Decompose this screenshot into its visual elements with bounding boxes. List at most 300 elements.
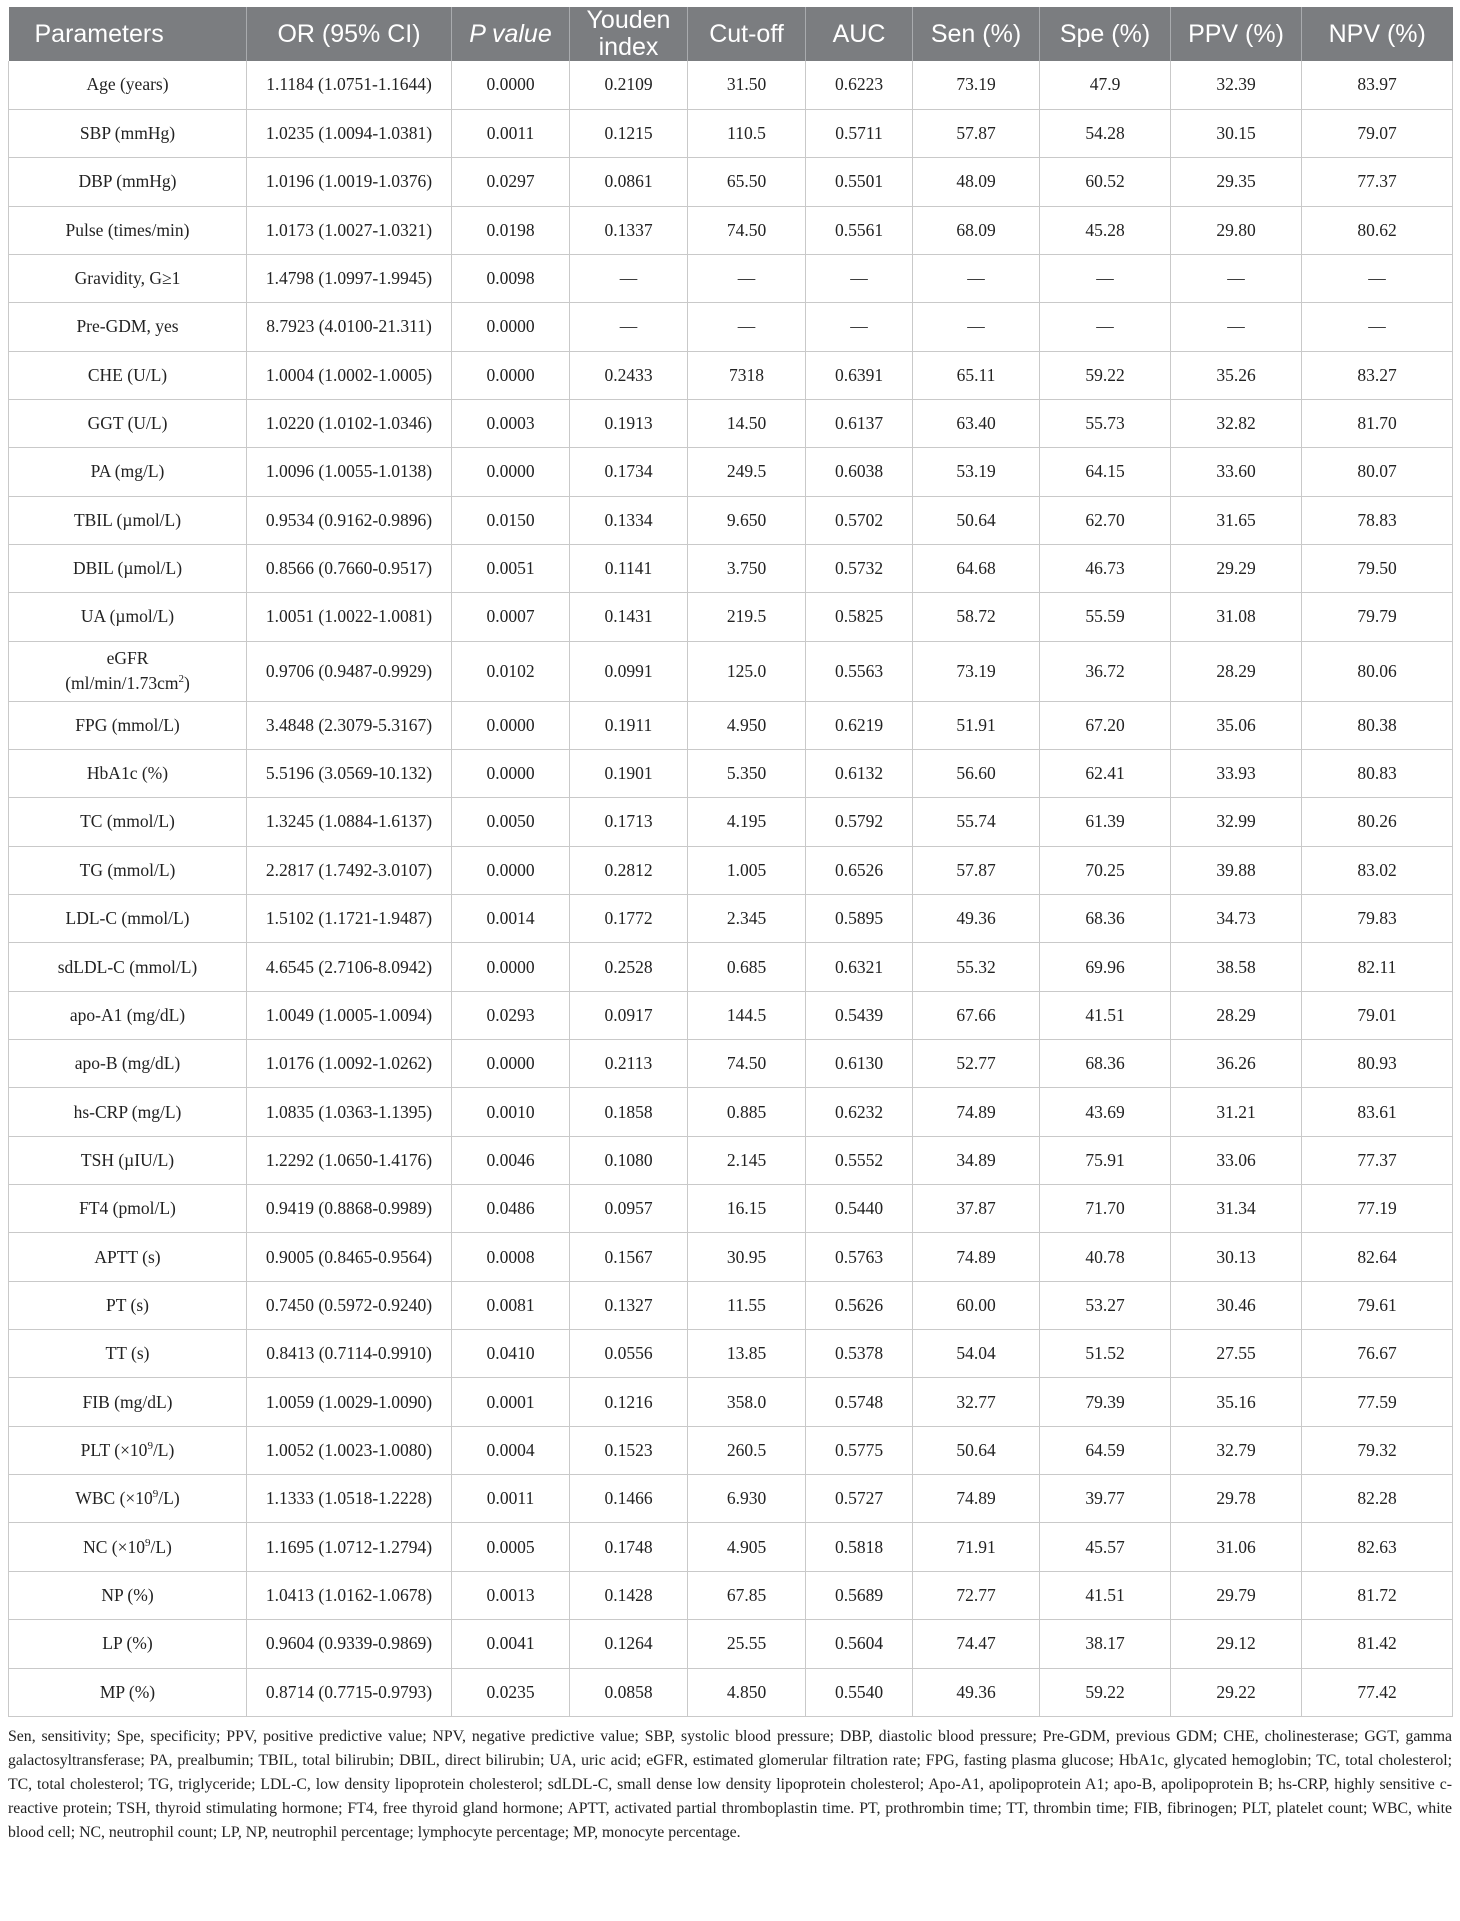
auc-cell: 0.5563 — [806, 641, 913, 701]
p-value-cell: 0.0003 — [452, 399, 570, 447]
table-row — [9, 158, 1453, 206]
ppv-cell: 33.06 — [1171, 1136, 1302, 1184]
or-ci-cell: 1.3245 (1.0884-1.6137) — [247, 798, 452, 846]
youden-cell: 0.0957 — [570, 1185, 688, 1233]
table-header-row — [9, 7, 1453, 61]
ppv-cell: 35.06 — [1171, 701, 1302, 749]
cutoff-cell: 74.50 — [688, 1040, 806, 1088]
cutoff-cell: 4.195 — [688, 798, 806, 846]
parameter-name: eGFR — [106, 648, 149, 669]
auc-cell: 0.5440 — [806, 1185, 913, 1233]
parameter-cell — [9, 846, 247, 894]
spe-cell: 51.52 — [1040, 1330, 1171, 1378]
table-row — [9, 593, 1453, 641]
ppv-cell: 31.21 — [1171, 1088, 1302, 1136]
or-ci-cell: 0.8413 (0.7114-0.9910) — [247, 1330, 452, 1378]
ppv-cell: 32.99 — [1171, 798, 1302, 846]
cutoff-cell: 358.0 — [688, 1378, 806, 1426]
parameter-unit-suffix: /L) — [152, 1439, 175, 1460]
cutoff-cell: — — [688, 254, 806, 302]
parameter-cell — [9, 991, 247, 1039]
sen-cell: 73.19 — [913, 61, 1040, 109]
table-row — [9, 206, 1453, 254]
spe-cell: 79.39 — [1040, 1378, 1171, 1426]
npv-cell: 79.50 — [1302, 544, 1453, 592]
table-body — [9, 61, 1453, 1716]
cutoff-cell: 6.930 — [688, 1475, 806, 1523]
npv-cell: 83.61 — [1302, 1088, 1453, 1136]
youden-cell: 0.1428 — [570, 1571, 688, 1619]
sen-cell: 48.09 — [913, 158, 1040, 206]
npv-cell: 80.62 — [1302, 206, 1453, 254]
p-value-cell: 0.0198 — [452, 206, 570, 254]
parameter-cell — [9, 1475, 247, 1523]
parameter-name: hs-CRP (mg/L) — [73, 1101, 182, 1122]
table-row — [9, 1185, 1453, 1233]
npv-cell: 76.67 — [1302, 1330, 1453, 1378]
sen-cell: 57.87 — [913, 109, 1040, 157]
sen-cell: 68.09 — [913, 206, 1040, 254]
spe-cell: 47.9 — [1040, 61, 1171, 109]
p-value-cell: 0.0150 — [452, 496, 570, 544]
table-row — [9, 1136, 1453, 1184]
spe-cell: 38.17 — [1040, 1620, 1171, 1668]
auc-cell: — — [806, 254, 913, 302]
ppv-cell: 33.60 — [1171, 448, 1302, 496]
parameter-cell — [9, 1136, 247, 1184]
sen-cell: 74.47 — [913, 1620, 1040, 1668]
cutoff-cell: 9.650 — [688, 496, 806, 544]
ppv-cell: 31.34 — [1171, 1185, 1302, 1233]
sen-cell: 67.66 — [913, 991, 1040, 1039]
or-ci-cell: 1.0413 (1.0162-1.0678) — [247, 1571, 452, 1619]
parameter-name: PLT (×10 — [80, 1439, 148, 1460]
parameter-cell — [9, 399, 247, 447]
parameter-cell — [9, 496, 247, 544]
ppv-cell: 30.46 — [1171, 1281, 1302, 1329]
parameter-name: FPG (mmol/L) — [75, 714, 180, 735]
sen-cell: 53.19 — [913, 448, 1040, 496]
sen-cell: 37.87 — [913, 1185, 1040, 1233]
parameter-name: NC (×10 — [83, 1536, 145, 1557]
cutoff-cell: 2.345 — [688, 895, 806, 943]
parameter-name: MP (%) — [99, 1681, 156, 1702]
header-ppv: PPV (%) — [1171, 7, 1302, 61]
spe-cell: 41.51 — [1040, 991, 1171, 1039]
parameter-name: Age (years) — [86, 74, 169, 95]
p-value-cell: 0.0081 — [452, 1281, 570, 1329]
sen-cell: 55.32 — [913, 943, 1040, 991]
sen-cell: 49.36 — [913, 1668, 1040, 1716]
document — [8, 7, 1452, 1845]
sen-cell: 60.00 — [913, 1281, 1040, 1329]
parameter-cell — [9, 61, 247, 109]
auc-cell: 0.6321 — [806, 943, 913, 991]
npv-cell: 80.26 — [1302, 798, 1453, 846]
npv-cell: 81.42 — [1302, 1620, 1453, 1668]
npv-cell: 79.79 — [1302, 593, 1453, 641]
parameter-name: TSH (µIU/L) — [80, 1149, 175, 1170]
sen-cell: 49.36 — [913, 895, 1040, 943]
header-npv: NPV (%) — [1302, 7, 1453, 61]
or-ci-cell: 1.0235 (1.0094-1.0381) — [247, 109, 452, 157]
cutoff-cell: 260.5 — [688, 1426, 806, 1474]
table-row — [9, 303, 1453, 351]
sen-cell: 51.91 — [913, 701, 1040, 749]
p-value-cell: 0.0046 — [452, 1136, 570, 1184]
spe-cell: 40.78 — [1040, 1233, 1171, 1281]
or-ci-cell: 3.4848 (2.3079-5.3167) — [247, 701, 452, 749]
spe-cell: 64.59 — [1040, 1426, 1171, 1474]
spe-cell: 67.20 — [1040, 701, 1171, 749]
cutoff-cell: 249.5 — [688, 448, 806, 496]
sen-cell: 74.89 — [913, 1088, 1040, 1136]
or-ci-cell: 1.0220 (1.0102-1.0346) — [247, 399, 452, 447]
header-parameters: Parameters — [9, 7, 247, 61]
table-row — [9, 641, 1453, 701]
auc-cell: 0.5604 — [806, 1620, 913, 1668]
npv-cell: 82.11 — [1302, 943, 1453, 991]
p-value-cell: 0.0000 — [452, 846, 570, 894]
ppv-cell: 34.73 — [1171, 895, 1302, 943]
auc-cell: 0.5378 — [806, 1330, 913, 1378]
parameter-name: FIB (mg/dL) — [82, 1391, 173, 1412]
cutoff-cell: 4.905 — [688, 1523, 806, 1571]
cutoff-cell: 5.350 — [688, 749, 806, 797]
auc-cell: 0.5702 — [806, 496, 913, 544]
auc-cell: 0.6391 — [806, 351, 913, 399]
npv-cell: 83.97 — [1302, 61, 1453, 109]
youden-cell: 0.1215 — [570, 109, 688, 157]
auc-cell: 0.5727 — [806, 1475, 913, 1523]
sen-cell: 72.77 — [913, 1571, 1040, 1619]
parameter-cell — [9, 303, 247, 351]
results-table — [8, 7, 1453, 1717]
cutoff-cell: 14.50 — [688, 399, 806, 447]
or-ci-cell: 0.8566 (0.7660-0.9517) — [247, 544, 452, 592]
spe-cell: 36.72 — [1040, 641, 1171, 701]
or-ci-cell: 0.8714 (0.7715-0.9793) — [247, 1668, 452, 1716]
ppv-cell: 32.79 — [1171, 1426, 1302, 1474]
auc-cell: 0.6526 — [806, 846, 913, 894]
ppv-cell: 35.26 — [1171, 351, 1302, 399]
or-ci-cell: 1.0049 (1.0005-1.0094) — [247, 991, 452, 1039]
cutoff-cell: 65.50 — [688, 158, 806, 206]
p-value-cell: 0.0000 — [452, 701, 570, 749]
npv-cell: 83.02 — [1302, 846, 1453, 894]
npv-cell: 79.83 — [1302, 895, 1453, 943]
ppv-cell: 27.55 — [1171, 1330, 1302, 1378]
spe-cell: — — [1040, 303, 1171, 351]
parameter-unit-suffix: /L) — [150, 1536, 172, 1557]
auc-cell: 0.5711 — [806, 109, 913, 157]
npv-cell: 80.83 — [1302, 749, 1453, 797]
spe-cell: 43.69 — [1040, 1088, 1171, 1136]
or-ci-cell: 8.7923 (4.0100-21.311) — [247, 303, 452, 351]
auc-cell: 0.5775 — [806, 1426, 913, 1474]
youden-cell: — — [570, 254, 688, 302]
auc-cell: 0.6132 — [806, 749, 913, 797]
auc-cell: 0.5825 — [806, 593, 913, 641]
table-row — [9, 1571, 1453, 1619]
parameter-exponent: 9 — [152, 1488, 159, 1501]
table-row — [9, 1523, 1453, 1571]
auc-cell: 0.5732 — [806, 544, 913, 592]
cutoff-cell: 30.95 — [688, 1233, 806, 1281]
sen-cell: 57.87 — [913, 846, 1040, 894]
parameter-exponent: 9 — [145, 1536, 151, 1549]
sen-cell: 64.68 — [913, 544, 1040, 592]
spe-cell: 68.36 — [1040, 895, 1171, 943]
parameter-cell — [9, 1330, 247, 1378]
npv-cell: 79.32 — [1302, 1426, 1453, 1474]
spe-cell: 41.51 — [1040, 1571, 1171, 1619]
parameter-cell — [9, 1668, 247, 1716]
sen-cell: 74.89 — [913, 1233, 1040, 1281]
parameter-cell — [9, 641, 247, 701]
spe-cell: 45.57 — [1040, 1523, 1171, 1571]
p-value-cell: 0.0001 — [452, 1378, 570, 1426]
parameter-cell — [9, 1426, 247, 1474]
parameter-name: UA (µmol/L) — [80, 606, 175, 627]
ppv-cell: 29.78 — [1171, 1475, 1302, 1523]
parameter-name: TC (mmol/L) — [80, 811, 175, 832]
cutoff-cell: 3.750 — [688, 544, 806, 592]
table-row — [9, 943, 1453, 991]
auc-cell: 0.5439 — [806, 991, 913, 1039]
auc-cell: 0.5540 — [806, 1668, 913, 1716]
or-ci-cell: 1.0059 (1.0029-1.0090) — [247, 1378, 452, 1426]
table-row — [9, 496, 1453, 544]
p-value-cell: 0.0014 — [452, 895, 570, 943]
cutoff-cell: 4.950 — [688, 701, 806, 749]
p-value-cell: 0.0051 — [452, 544, 570, 592]
auc-cell: 0.5552 — [806, 1136, 913, 1184]
or-ci-cell: 0.9419 (0.8868-0.9989) — [247, 1185, 452, 1233]
cutoff-cell: — — [688, 303, 806, 351]
auc-cell: 0.6130 — [806, 1040, 913, 1088]
auc-cell: 0.6038 — [806, 448, 913, 496]
youden-cell: 0.0991 — [570, 641, 688, 701]
parameter-name: sdLDL-C (mmol/L) — [57, 956, 198, 977]
sen-cell: 32.77 — [913, 1378, 1040, 1426]
ppv-cell: 39.88 — [1171, 846, 1302, 894]
or-ci-cell: 1.0052 (1.0023-1.0080) — [247, 1426, 452, 1474]
table-row — [9, 1088, 1453, 1136]
cutoff-cell: 7318 — [688, 351, 806, 399]
youden-cell: 0.1141 — [570, 544, 688, 592]
table-row — [9, 399, 1453, 447]
npv-cell: 79.61 — [1302, 1281, 1453, 1329]
table-row — [9, 1281, 1453, 1329]
or-ci-cell: 0.9534 (0.9162-0.9896) — [247, 496, 452, 544]
sen-cell: 54.04 — [913, 1330, 1040, 1378]
p-value-cell: 0.0000 — [452, 351, 570, 399]
parameter-cell — [9, 1620, 247, 1668]
parameter-cell — [9, 254, 247, 302]
youden-cell: 0.0556 — [570, 1330, 688, 1378]
youden-cell: 0.1080 — [570, 1136, 688, 1184]
sen-cell: 58.72 — [913, 593, 1040, 641]
ppv-cell: 29.22 — [1171, 1668, 1302, 1716]
p-value-cell: 0.0000 — [452, 749, 570, 797]
npv-cell: 80.06 — [1302, 641, 1453, 701]
parameter-cell — [9, 351, 247, 399]
sen-cell: — — [913, 254, 1040, 302]
spe-cell: 54.28 — [1040, 109, 1171, 157]
parameter-name: NP (%) — [101, 1584, 154, 1605]
parameter-cell — [9, 1571, 247, 1619]
parameter-unit: (ml/min/1.73cm — [65, 673, 179, 694]
npv-cell: 80.07 — [1302, 448, 1453, 496]
parameter-name: TT (s) — [105, 1343, 150, 1364]
auc-cell: 0.6137 — [806, 399, 913, 447]
or-ci-cell: 1.0835 (1.0363-1.1395) — [247, 1088, 452, 1136]
p-value-cell: 0.0000 — [452, 448, 570, 496]
sen-cell: 50.64 — [913, 1426, 1040, 1474]
parameter-cell — [9, 1378, 247, 1426]
p-value-cell: 0.0000 — [452, 61, 570, 109]
youden-cell: 0.0917 — [570, 991, 688, 1039]
youden-cell: 0.1523 — [570, 1426, 688, 1474]
youden-cell: 0.2109 — [570, 61, 688, 109]
or-ci-cell: 1.2292 (1.0650-1.4176) — [247, 1136, 452, 1184]
auc-cell: 0.6232 — [806, 1088, 913, 1136]
parameter-unit-suffix: /L) — [158, 1488, 180, 1509]
spe-cell: 68.36 — [1040, 1040, 1171, 1088]
or-ci-cell: 1.4798 (1.0997-1.9945) — [247, 254, 452, 302]
or-ci-cell: 0.9005 (0.8465-0.9564) — [247, 1233, 452, 1281]
parameter-cell — [9, 895, 247, 943]
auc-cell: 0.6219 — [806, 701, 913, 749]
ppv-cell: 36.26 — [1171, 1040, 1302, 1088]
spe-cell: 70.25 — [1040, 846, 1171, 894]
auc-cell: 0.5895 — [806, 895, 913, 943]
sen-cell: 50.64 — [913, 496, 1040, 544]
parameter-cell — [9, 701, 247, 749]
parameter-cell — [9, 1281, 247, 1329]
table-row — [9, 798, 1453, 846]
ppv-cell: 31.06 — [1171, 1523, 1302, 1571]
parameter-cell — [9, 1523, 247, 1571]
table-row — [9, 846, 1453, 894]
auc-cell: — — [806, 303, 913, 351]
parameter-cell — [9, 158, 247, 206]
auc-cell: 0.5689 — [806, 1571, 913, 1619]
youden-cell: 0.0861 — [570, 158, 688, 206]
header-or-ci: OR (95% CI) — [247, 7, 452, 61]
parameter-cell — [9, 448, 247, 496]
table-footnote: Sen, sensitivity; Spe, specificity; PPV, positive predictive value; NPV, negative predictive value; SBP, systolic blood pressure; DBP, diastolic blood pressure; Pre-GDM, previous GDM; CHE, cholinesterase; GGT, gamma galactosyltransferase; PA, prealbumin; TBIL, total bilirubin; DBIL, direct bilirubin; UA, uric acid; eGFR, estimated glomerular filtration rate; FPG, fasting plasma glucose; HbA1c, glycated hemoglobin; TC, total cholesterol; TC, total cholesterol; TG, triglyceride; LDL-C, low density lipoprotein cholesterol; sdLDL-C, small dense low density lipoprotein cholesterol; Apo-A1, apolipoprotein A1; apo-B, apolipoprotein B; hs-CRP, highly sensitive c-reactive protein; TSH, thyroid stimulating hormone; FT4, free thyroid gland hormone; APTT, activated partial thromboplastin time. PT, prothrombin time; TT, thrombin time; FIB, fibrinogen; PLT, platelet count; WBC, white blood cell; NC, neutrophil count; LP, NP, neutrophil percentage; lymphocyte percentage; MP, monocyte percentage. — [8, 1727, 1452, 1841]
parameter-name: SBP (mmHg) — [79, 123, 176, 144]
youden-cell: 0.1431 — [570, 593, 688, 641]
youden-cell: 0.1911 — [570, 701, 688, 749]
ppv-cell: 30.13 — [1171, 1233, 1302, 1281]
youden-cell: 0.2113 — [570, 1040, 688, 1088]
npv-cell: — — [1302, 303, 1453, 351]
npv-cell: 77.19 — [1302, 1185, 1453, 1233]
ppv-cell: 33.93 — [1171, 749, 1302, 797]
or-ci-cell: 4.6545 (2.7106-8.0942) — [247, 943, 452, 991]
header-p-value — [452, 7, 570, 61]
table-row — [9, 701, 1453, 749]
table-row — [9, 1378, 1453, 1426]
table-row — [9, 1233, 1453, 1281]
auc-cell: 0.5763 — [806, 1233, 913, 1281]
parameter-name: apo-A1 (mg/dL) — [69, 1004, 186, 1025]
ppv-cell: 29.29 — [1171, 544, 1302, 592]
p-value-cell: 0.0000 — [452, 303, 570, 351]
p-value-cell: 0.0007 — [452, 593, 570, 641]
parameter-name: GGT (U/L) — [87, 413, 168, 434]
npv-cell: 81.70 — [1302, 399, 1453, 447]
spe-cell: 45.28 — [1040, 206, 1171, 254]
spe-cell: 62.41 — [1040, 749, 1171, 797]
parameter-name: HbA1c (%) — [86, 763, 169, 784]
spe-cell: 71.70 — [1040, 1185, 1171, 1233]
table-row — [9, 544, 1453, 592]
ppv-cell: — — [1171, 303, 1302, 351]
or-ci-cell: 5.5196 (3.0569-10.132) — [247, 749, 452, 797]
spe-cell: 75.91 — [1040, 1136, 1171, 1184]
cutoff-cell: 13.85 — [688, 1330, 806, 1378]
cutoff-cell: 0.685 — [688, 943, 806, 991]
parameter-cell — [9, 1233, 247, 1281]
or-ci-cell: 2.2817 (1.7492-3.0107) — [247, 846, 452, 894]
table-row — [9, 895, 1453, 943]
npv-cell: 83.27 — [1302, 351, 1453, 399]
sen-cell: 34.89 — [913, 1136, 1040, 1184]
ppv-cell: 38.58 — [1171, 943, 1302, 991]
youden-cell: 0.1466 — [570, 1475, 688, 1523]
cutoff-cell: 11.55 — [688, 1281, 806, 1329]
sen-cell: 55.74 — [913, 798, 1040, 846]
spe-cell: 55.59 — [1040, 593, 1171, 641]
npv-cell: 82.64 — [1302, 1233, 1453, 1281]
p-value-cell: 0.0008 — [452, 1233, 570, 1281]
ppv-cell: 29.35 — [1171, 158, 1302, 206]
parameter-name: APTT (s) — [94, 1246, 161, 1267]
npv-cell: 77.42 — [1302, 1668, 1453, 1716]
parameter-name: apo-B (mg/dL) — [74, 1053, 181, 1074]
or-ci-cell: 1.0004 (1.0002-1.0005) — [247, 351, 452, 399]
spe-cell: 59.22 — [1040, 351, 1171, 399]
auc-cell: 0.5501 — [806, 158, 913, 206]
ppv-cell: 31.65 — [1171, 496, 1302, 544]
youden-cell: 0.2812 — [570, 846, 688, 894]
p-value-cell: 0.0013 — [452, 1571, 570, 1619]
cutoff-cell: 74.50 — [688, 206, 806, 254]
cutoff-cell: 219.5 — [688, 593, 806, 641]
p-value-cell: 0.0410 — [452, 1330, 570, 1378]
ppv-cell: 28.29 — [1171, 641, 1302, 701]
cutoff-cell: 2.145 — [688, 1136, 806, 1184]
or-ci-cell: 1.1184 (1.0751-1.1644) — [247, 61, 452, 109]
auc-cell: 0.5792 — [806, 798, 913, 846]
parameter-cell — [9, 109, 247, 157]
table-row — [9, 1475, 1453, 1523]
cutoff-cell: 67.85 — [688, 1571, 806, 1619]
parameter-name: TG (mmol/L) — [79, 859, 176, 880]
parameter-name: Pre-GDM, yes — [76, 316, 179, 337]
or-ci-cell: 0.9706 (0.9487-0.9929) — [247, 641, 452, 701]
parameter-name: FT4 (pmol/L) — [79, 1198, 176, 1219]
ppv-cell: 31.08 — [1171, 593, 1302, 641]
table-row — [9, 1668, 1453, 1716]
youden-cell: 0.1334 — [570, 496, 688, 544]
parameter-cell — [9, 593, 247, 641]
or-ci-cell: 1.5102 (1.1721-1.9487) — [247, 895, 452, 943]
